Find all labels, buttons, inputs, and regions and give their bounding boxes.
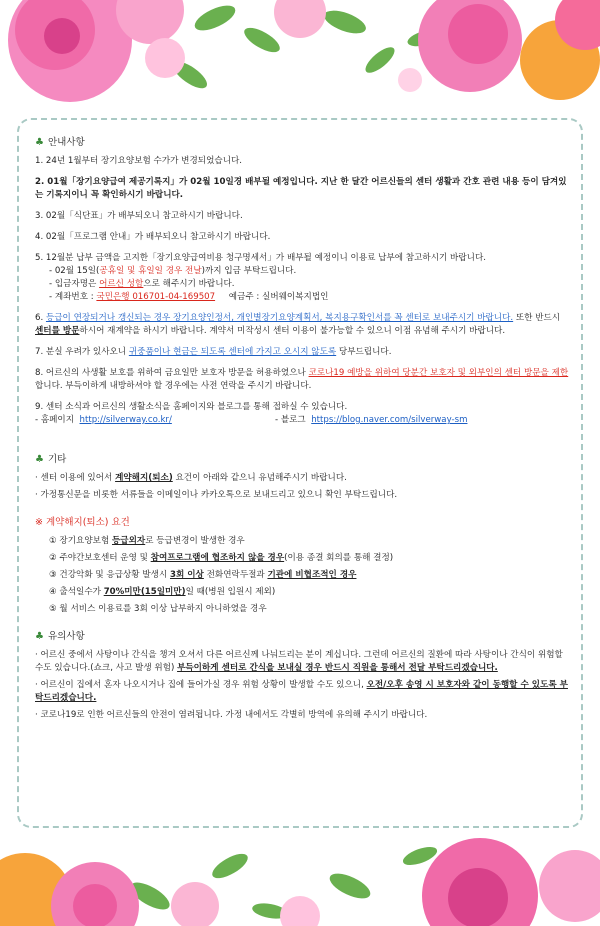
payment-line-1: - 02월 15일(공휴일 및 휴일일 경우 전날)까지 입금 부탁드립니다. bbox=[49, 266, 297, 276]
notice-item-6: 6. 등급이 연장되거나 갱신되는 경우 장기요양인정서, 개인별장기요양계획서, 복지용구확인서를 꼭 센터로 보내주시기 바랍니다. 또한 반드시 센터를 방문하시어 재계약을 하시기 바랍니다. 계약서 미작성시 센터 이용이 불가능할 수 있으니 이점 유념해 주시기 바랍니다. bbox=[35, 313, 561, 336]
etc-item-1: · 센터 이용에 있어서 계약해지(퇴소) 요건이 아래와 같으니 유념해주시기 바랍니다. bbox=[35, 473, 347, 483]
blog-link[interactable]: https://blog.naver.com/silverway-sm bbox=[311, 415, 468, 425]
payment-line-3: - 계좌번호 : 국민은행 016701-04-169507 예금주 : 실버웨이복지법인 bbox=[49, 292, 329, 302]
notice-item-8: 8. 어르신의 사생활 보호를 위하여 금요일만 보호자 방문을 허용하였으나 코로나19 예방을 위하여 당분간 보호자 및 외부인의 센터 방문을 제한합니다. 부득이하게 내방하셔야 할 경우에는 사전 연락을 주시기 바랍니다. bbox=[35, 368, 569, 391]
notice-item-1: 1. 24년 1월부터 장기요양보험 수가가 변경되었습니다. bbox=[35, 156, 243, 166]
account-number: 국민은행 016701-04-169507 bbox=[96, 292, 216, 302]
notice-item-2: 2. 01월「장기요양급여 제공기록지」가 02월 10일경 배부될 예정입니다. 지난 한 달간 어르신들의 센터 생활과 간호 관련 내용 등이 담겨있는 기록지이니 꼭 확인하시기 바랍니다. bbox=[35, 177, 567, 200]
cancel-item-3: ③ 건강악화 및 응급상황 발생시 3회 이상 전화연락두절과 기관에 비협조적인 경우 bbox=[49, 570, 357, 580]
caution-section-title: ♣ 유의사항 bbox=[35, 631, 85, 642]
notice-card bbox=[17, 118, 583, 828]
club-icon: ♣ bbox=[35, 454, 44, 465]
cancel-section-title: ※ 계약해지(퇴소) 요건 bbox=[35, 517, 130, 528]
notice-item-5 bbox=[35, 252, 569, 304]
flower-icon bbox=[8, 0, 600, 102]
top-flower-border bbox=[0, 0, 600, 112]
notice-item-7: 7. 분실 우려가 있사오니 귀중품이나 현금은 되도록 센터에 가지고 오시지 않도록 당부드립니다. bbox=[35, 347, 392, 357]
caution-item-2: · 어르신이 집에서 혼자 나오시거나 집에 들어가실 경우 위험 상황이 발생할 수도 있으니, 오전/오후 송영 시 보호자와 같이 동행할 수 있도록 부탁드리겠습니다. bbox=[35, 680, 568, 703]
etc-section-title: ♣ 기타 bbox=[35, 454, 67, 465]
notice-item-3: 3. 02월「식단표」가 배부되오니 참고하시기 바랍니다. bbox=[35, 211, 243, 221]
club-icon: ♣ bbox=[35, 631, 44, 642]
cancel-item-1: ① 장기요양보험 등급외자로 등급변경이 발생한 경우 bbox=[49, 536, 245, 546]
caution-item-1: · 어르신 중에서 사탕이나 간식을 챙겨 오셔서 다른 어르신께 나눠드리는 분이 계십니다. 그런데 어르신의 질환에 따라 사탕이나 간식이 위험할 수도 있습니다.(쇼크, 사고 발생 위험) 부득이하게 센터로 간식을 보내실 경우 반드시 직원을 통해서 전달 부탁드리겠습니다. bbox=[35, 650, 563, 673]
etc-list bbox=[35, 472, 569, 502]
notice-section-title: ♣ 안내사항 bbox=[35, 137, 85, 148]
caution-item-3: · 코로나19로 인한 어르신들의 안전이 염려됩니다. 가정 내에서도 각별히 방역에 유의해 주시기 바랍니다. bbox=[35, 710, 428, 720]
payment-line-2: - 입금자명은 어르신 성함으로 해주시기 바랍니다. bbox=[49, 279, 235, 289]
etc-item-2: · 가정통신문을 비롯한 서류들을 이메일이나 카카오톡으로 보내드리고 있으니 확인 부탁드립니다. bbox=[35, 490, 398, 500]
caution-list bbox=[35, 649, 569, 722]
notice-item-4: 4. 02월「프로그램 안내」가 배부되오니 참고하시기 바랍니다. bbox=[35, 232, 271, 242]
cancel-list bbox=[35, 535, 569, 616]
homepage-link[interactable]: http://silverway.co.kr/ bbox=[79, 415, 172, 425]
flower-icon bbox=[0, 838, 600, 926]
links-row: - 홈페이지 http://silverway.co.kr/ - 블로그 https://blog.naver.com/silverway-sm bbox=[35, 415, 468, 425]
notice-list bbox=[35, 155, 569, 427]
notice-item-9: 9. 센터 소식과 어르신의 생활소식을 홈페이지와 블로그를 통해 접하실 수 있습니다. - 홈페이지 http://silverway.co.kr/ - 블로그 https://blog.naver.com/silverway-sm bbox=[35, 401, 569, 427]
bottom-flower-border bbox=[0, 826, 600, 926]
cancel-item-4: ④ 출석일수가 70%미만(15일미만)일 때(병원 입원시 제외) bbox=[49, 587, 276, 597]
cancel-item-5: ⑤ 월 서비스 이용료를 3회 이상 납부하지 아니하였을 경우 bbox=[49, 604, 267, 614]
cancel-item-2: ② 주야간보호센터 운영 및 참여프로그램에 협조하지 않을 경우(이용 종결 회의를 통해 결정) bbox=[49, 553, 394, 563]
club-icon: ♣ bbox=[35, 137, 44, 148]
notice-item-5-text: 5. 12월분 납부 금액을 고지한「장기요양급여비용 청구명세서」가 배부될 예정이니 이용료 납부에 참고하시기 바랍니다. bbox=[35, 253, 486, 263]
